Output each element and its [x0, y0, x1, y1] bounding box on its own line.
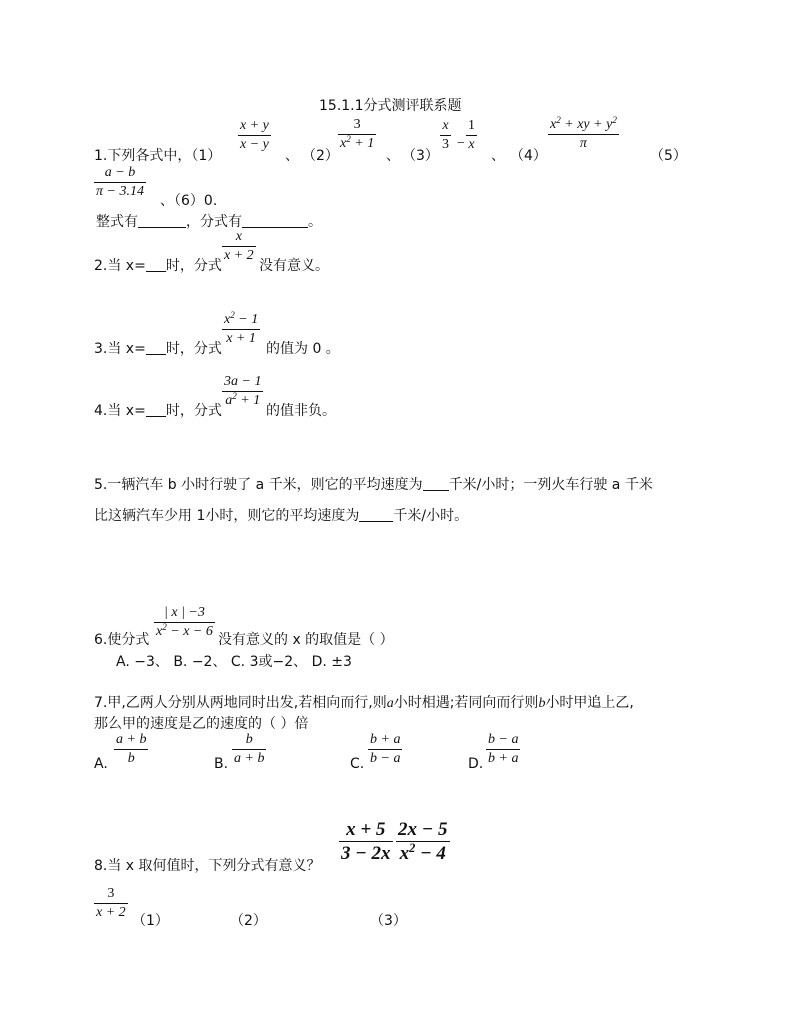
- q5-line-1: [94, 474, 653, 494]
- q2-middle: 时，分式: [165, 258, 222, 274]
- q1-fraction-3a: x 3: [442, 118, 449, 152]
- answer-blank: [146, 257, 166, 272]
- q8-text: 8.当 x 取何值时，下列分式有意义？: [94, 858, 321, 874]
- q1-fraction-5: a − b π − 3.14: [96, 165, 144, 199]
- q4-fraction: 3a − 1 $a^2 + 1$: [224, 374, 262, 408]
- q3-suffix: 的值为 0 。: [266, 341, 340, 357]
- q5-line-1-start: 5.一辆汽车 b 小时行驶了 a 千米，则它的平均速度为: [94, 477, 423, 493]
- q3-text: [94, 338, 222, 358]
- q1-label-2: （2）: [302, 148, 339, 164]
- option-a-fraction: a + b b: [116, 732, 147, 766]
- q1-separator: 、: [491, 148, 505, 164]
- q1-label-3: （3）: [402, 148, 439, 164]
- page-title: 15.1.1分式测评联系题: [319, 98, 462, 114]
- q1-item-6: 、（6）0.: [160, 193, 218, 209]
- q7-line-1-start: 7.甲,乙两人分别从两地同时出发,若相向而行,则: [94, 695, 387, 711]
- q3-fraction: $x^2 - 1$ x + 1: [224, 310, 259, 346]
- answer-blank: [359, 507, 393, 522]
- q1-prefix: 1.下列各式中，（1）: [94, 148, 222, 164]
- q7-line-1-middle: 小时相遇;若同向而行则: [393, 695, 539, 711]
- option-d-label: D.: [468, 756, 484, 772]
- var-b: b: [538, 696, 546, 711]
- q5-line-2: [94, 505, 468, 525]
- q3-prefix: 3.当 x=: [94, 341, 146, 357]
- option-c-label: C.: [350, 756, 365, 772]
- answer-blank: [423, 476, 449, 491]
- answer-end: 。: [308, 214, 322, 230]
- q1-fraction-3b: 1 x: [468, 118, 475, 152]
- q8-label-1: （1）: [132, 913, 169, 929]
- q1-answer-line: [96, 211, 322, 231]
- q1-fraction-2: 3 $x^2 + 1$: [340, 117, 375, 151]
- answer-label-fractional: ，分式有: [186, 214, 242, 230]
- q1-fraction-4: $x^2$ + xy + $y^2$ π: [550, 115, 617, 151]
- q2-text: [94, 255, 222, 275]
- q5-line-2-start: 比这辆汽车少用 1小时，则它的平均速度为: [94, 508, 360, 524]
- q1-separator: 、: [386, 148, 400, 164]
- q4-middle: 时，分式: [165, 403, 222, 419]
- var-a: a: [386, 696, 394, 711]
- option-a-label: A.: [94, 756, 108, 772]
- q4-prefix: 4.当 x=: [94, 403, 146, 419]
- q1-label-4: （4）: [510, 148, 547, 164]
- q6-prefix: 6.使分式: [94, 632, 150, 648]
- option-d-fraction: b − a b + a: [488, 732, 519, 766]
- q4-text: [94, 400, 222, 420]
- answer-blank: [146, 340, 166, 355]
- q8-label-2: （2）: [230, 913, 267, 929]
- minus-sign: −: [457, 136, 465, 151]
- q8-label-3: （3）: [370, 913, 407, 929]
- q8-fraction-2: x + 5 3 − 2x: [341, 819, 391, 864]
- answer-blank: [138, 213, 186, 228]
- q7-line-1: [94, 692, 634, 712]
- answer-blank: [146, 402, 166, 417]
- q2-fraction: x x + 2: [224, 229, 254, 263]
- q3-middle: 时，分式: [165, 341, 222, 357]
- option-c-fraction: b + a b − a: [370, 732, 401, 766]
- q1-separator: 、: [285, 148, 299, 164]
- option-b-fraction: b a + b: [234, 732, 265, 766]
- q6-fraction: | x | −3 $x^2 - x - 6$: [156, 605, 213, 639]
- q6-question: 没有意义的 x 的取值是（ ）: [218, 632, 394, 648]
- answer-label-integral: 整式有: [96, 214, 138, 230]
- q1-fraction-1: x + y x − y: [240, 118, 269, 152]
- q4-suffix: 的值非负。: [266, 403, 336, 419]
- q5-line-1-end: 千米/小时；一列火车行驶 a 千米: [448, 477, 653, 493]
- q6-options: A. −3、 B. −2、 C. 3或−2、 D. ±3: [116, 654, 352, 670]
- q8-fraction-3: 2x − 5 $x^2 - 4$: [398, 819, 448, 864]
- q8-fraction-1: 3 x + 2: [96, 886, 126, 920]
- q1-label-5: （5）: [650, 148, 687, 164]
- q5-line-2-end: 千米/小时。: [393, 508, 469, 524]
- q2-prefix: 2.当 x=: [94, 258, 146, 274]
- option-b-label: B.: [214, 756, 229, 772]
- q7-line-1-end: 小时甲追上乙,: [545, 695, 634, 711]
- q2-suffix: 没有意义。: [259, 258, 329, 274]
- q7-line-2: 那么甲的速度是乙的速度的（ ）倍: [94, 716, 309, 732]
- answer-blank: [242, 213, 308, 228]
